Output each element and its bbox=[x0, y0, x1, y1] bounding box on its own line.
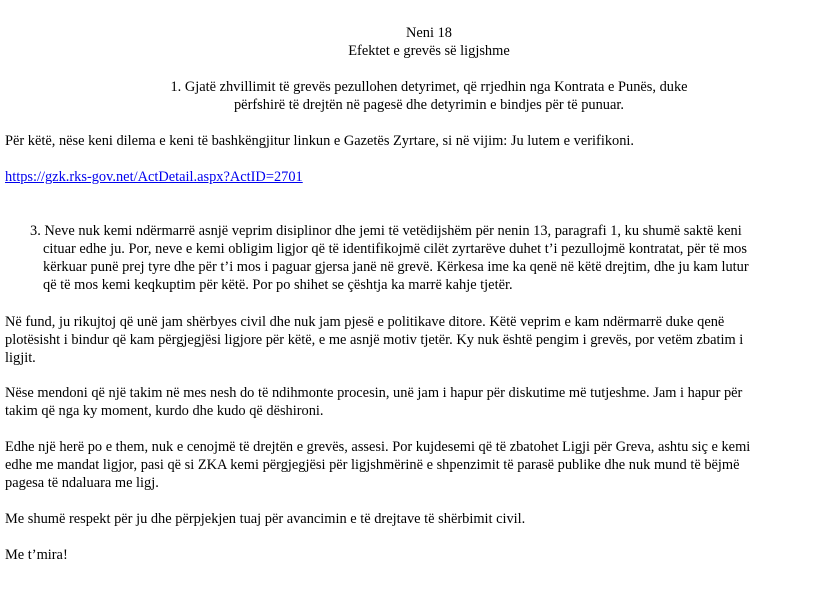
finally-line-2: plotësisht i bindur që kam përgjegjësi ligjore për këtë, e me asnjë motiv tjetër. Ky nuk është pengim i grevës, por vetëm zbatim i bbox=[5, 332, 744, 348]
meeting-line-2: takim që nga ky moment, kurdo dhe kudo që dëshironi. bbox=[5, 403, 324, 419]
closing-salutation: Me t’mira! bbox=[5, 547, 68, 563]
respect-paragraph: Me shumë respekt për ju dhe përpjekjen tuaj për avancimin e të drejtave të shërbimit civil. bbox=[5, 511, 526, 527]
article-item-1-line-2: përfshirë të drejtën në pagesë dhe detyrimin e bindjes për të punuar. bbox=[233, 97, 624, 113]
item-3-line-4: që të mos kemi keqkuptim për këtë. Por po shihet se çështja ka marrë kahje tjetër. bbox=[43, 277, 513, 293]
again-line-1: Edhe një herë po e them, nuk e cenojmë të drejtën e grevës, assesi. Por kujdesemi që të zbatohet Ligji për Greva, ashtu siç e kemi bbox=[5, 439, 751, 455]
gazette-link[interactable]: https://gzk.rks-gov.net/ActDetail.aspx?ActID=2701 bbox=[5, 169, 303, 185]
again-line-3: pagesa të ndaluara me ligj. bbox=[5, 475, 159, 491]
article-number: Neni 18 bbox=[406, 25, 452, 41]
finally-line-1: Në fund, ju rikujtoj që unë jam shërbyes civil dhe nuk jam pjesë e politikave ditore. Këtë veprim e kam ndërmarrë duke qenë bbox=[5, 314, 725, 330]
item-3-line-2: cituar edhe ju. Por, neve e kemi obligim ligjor që të identifikojmë cilët zyrtarëve duhet t’i pezullojmë kontratat, për të mos bbox=[43, 241, 747, 257]
article-item-1-line-1: 1. Gjatë zhvillimit të grevës pezullohen detyrimet, që rrjedhin nga Kontrata e Punës, duke bbox=[170, 79, 688, 95]
article-title: Efektet e grevës së ligjshme bbox=[348, 43, 510, 59]
item-3-line-3: kërkuar punë prej tyre dhe për t’i mos i paguar gjersa janë në grevë. Kërkesa ime ka qenë në këtë drejtim, dhe ju kam lutur bbox=[43, 259, 749, 275]
finally-line-3: ligjit. bbox=[5, 350, 36, 366]
meeting-line-1: Nëse mendoni që një takim në mes nesh do të ndihmonte procesin, unë jam i hapur për diskutime më tutjeshme. Jam i hapur për bbox=[5, 385, 743, 401]
intro-paragraph: Për këtë, nëse keni dilema e keni të bashkëngjitur linkun e Gazetës Zyrtare, si në vijim: Ju lutem e verifikoni. bbox=[5, 133, 635, 149]
item-3-line-1: 3. Neve nuk kemi ndërmarrë asnjë veprim disiplinor dhe jemi të vetëdijshëm për nenin 13, paragrafi 1, ku shumë saktë keni bbox=[30, 223, 742, 239]
again-line-2: edhe me mandat ligjor, pasi që si ZKA kemi përgjegjësi për ligjshmërinë e shpenzimit të parasë publike dhe nuk mund të bëjmë bbox=[5, 457, 740, 473]
